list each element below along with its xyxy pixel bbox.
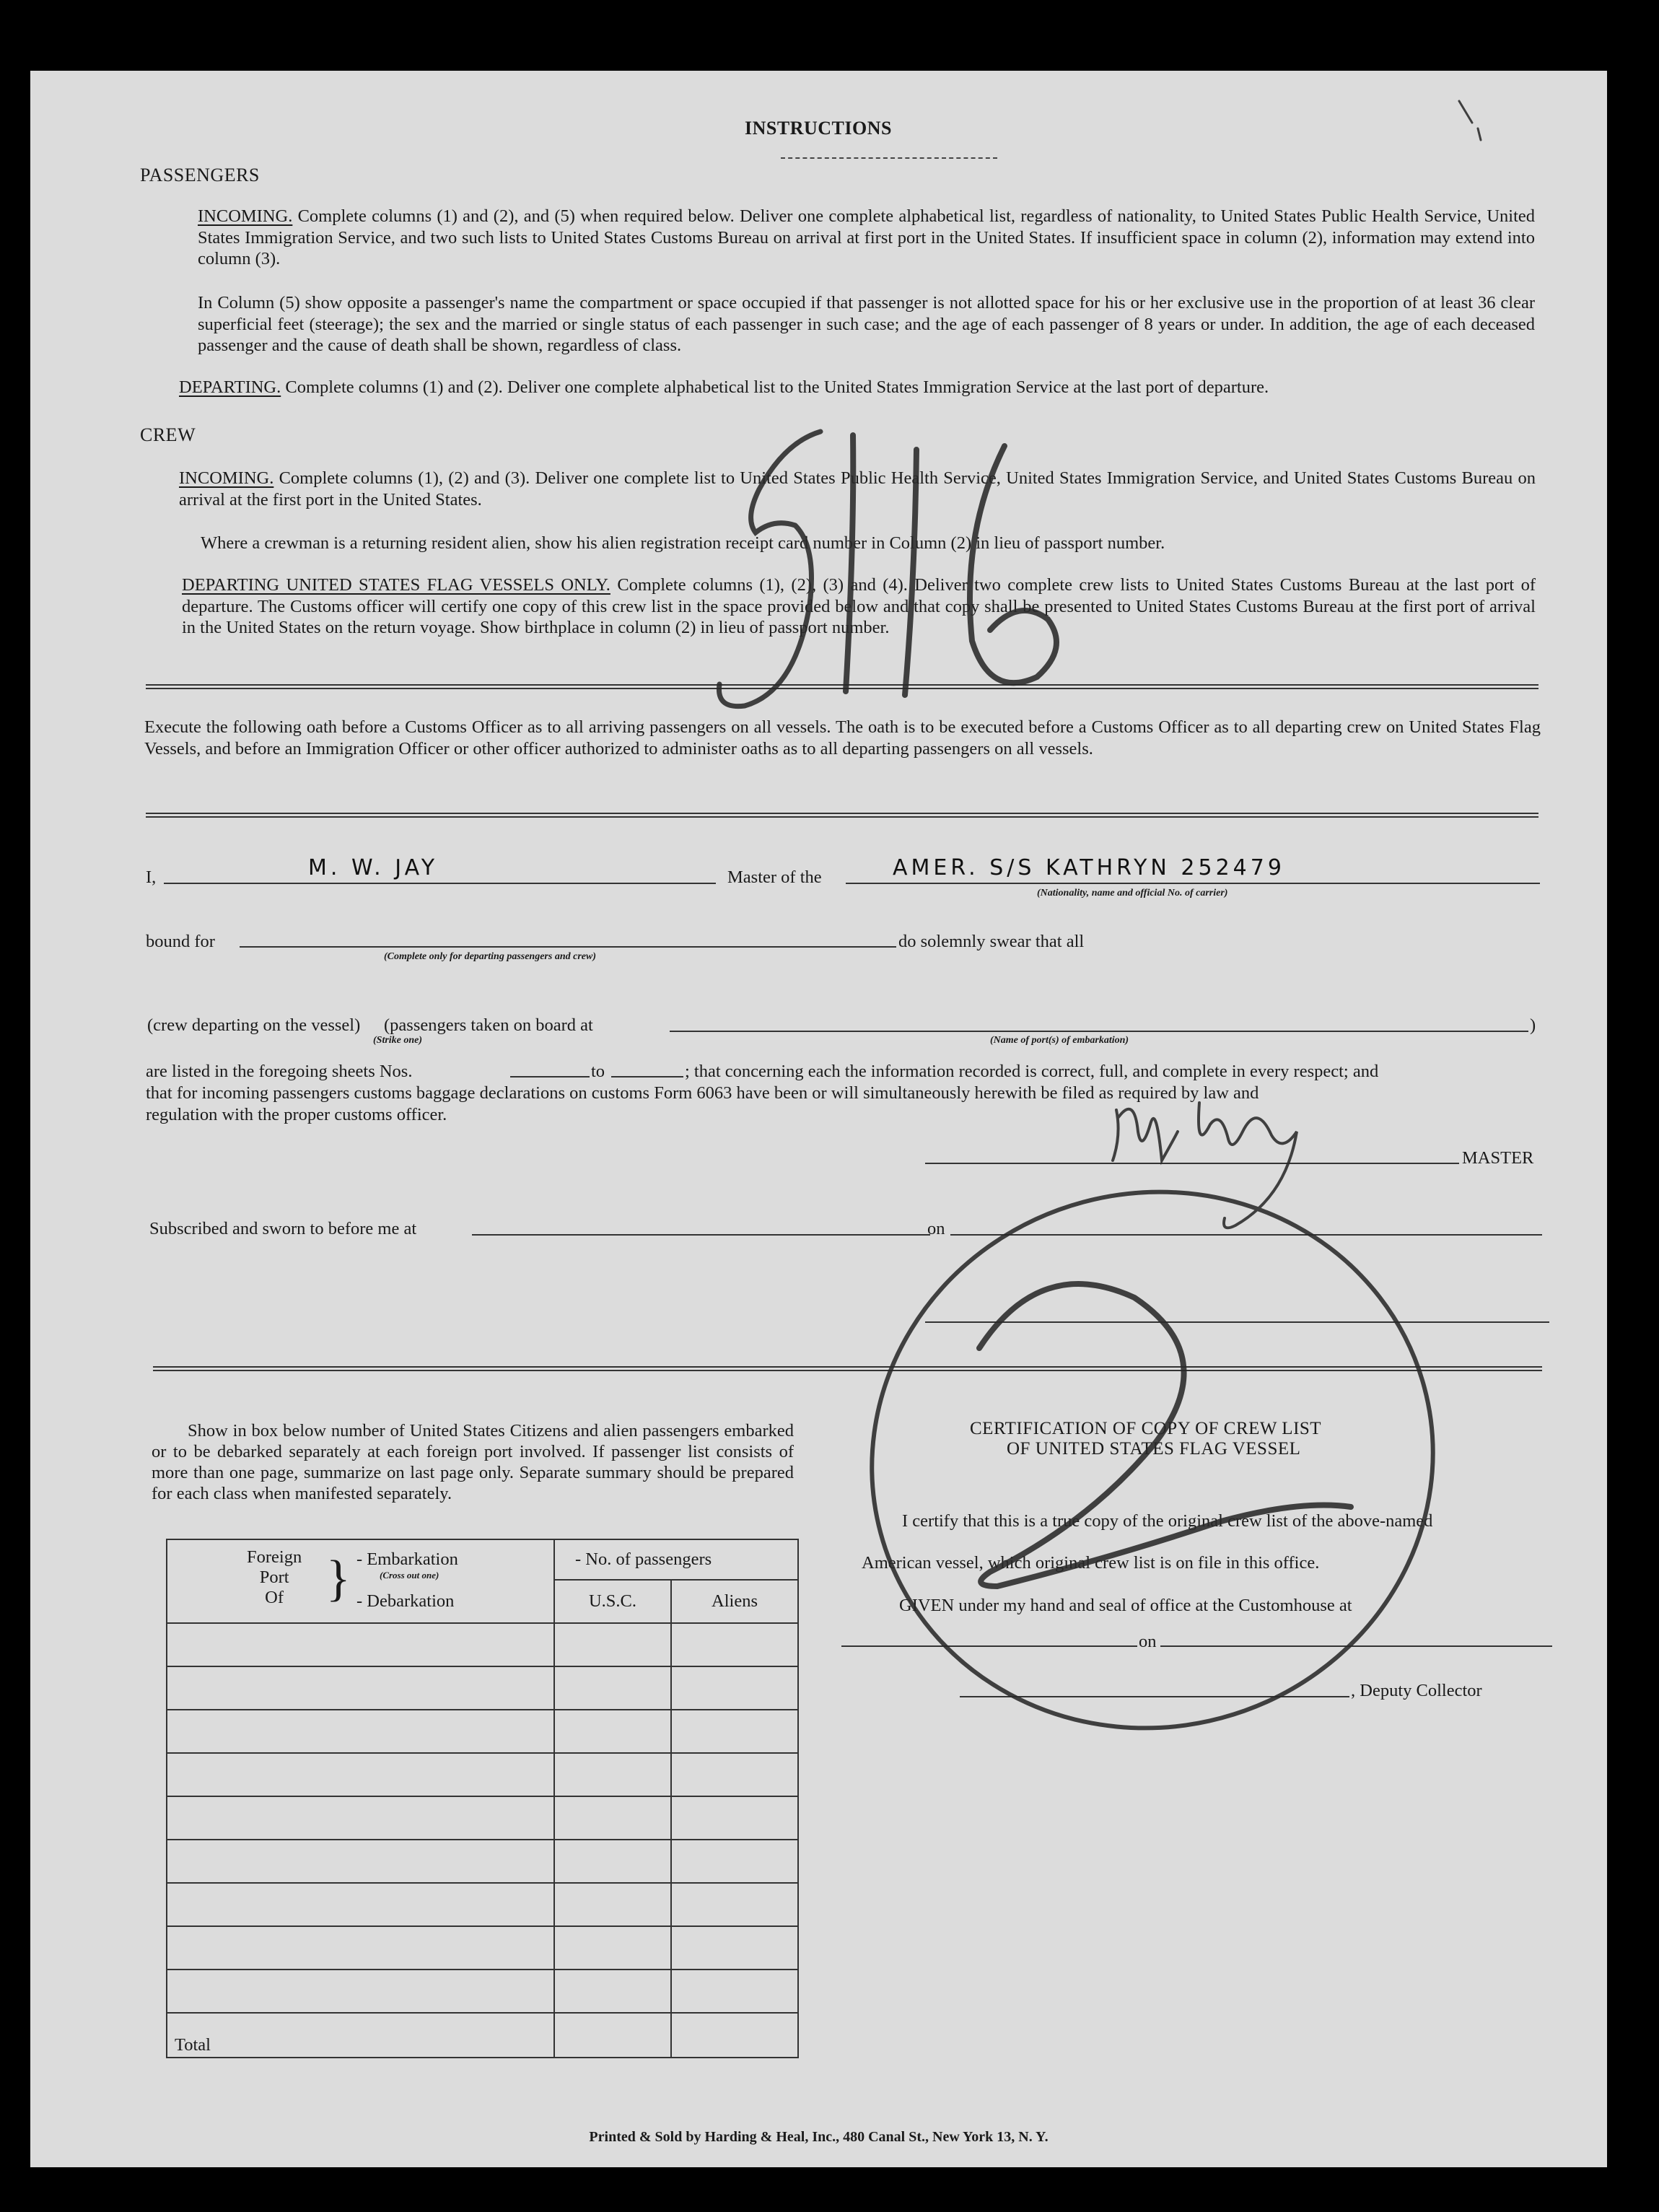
oath-instructions: Execute the following oath before a Customs Officer as to all arriving passengers on all vessels. The oath is to be executed before a Customs Officer as to all departing crew on United States Flag Vessels, and before an Immigration Officer or other officer authorized to administer oaths as to all departing passengers on all vessels.	[144, 717, 1541, 759]
deputy-collector-label: , Deputy Collector	[1351, 1681, 1482, 1700]
strike-caption: (Strike one)	[373, 1035, 423, 1046]
certification-line-3: GIVEN under my hand and seal of office at the Customhouse at	[899, 1596, 1352, 1615]
crew-incoming-text: Complete columns (1), (2) and (3). Deliver one complete list to United States Public Health Service, United States Immigration Service, and United States Customs Bureau on arrival at the first port in the United States.	[179, 468, 1536, 510]
listed-text-3: regulation with the proper customs officer.	[146, 1105, 447, 1124]
pencil-annotations	[30, 71, 1607, 2167]
passengers-option: (passengers taken on board at	[384, 1015, 593, 1035]
aliens-header: Aliens	[671, 1580, 798, 1623]
total-label: Total	[167, 2013, 554, 2058]
bound-for-caption: (Complete only for departing passengers and crew)	[384, 951, 596, 962]
document-title: INSTRUCTIONS	[745, 118, 892, 139]
circle-stroke	[812, 1129, 1494, 1791]
debarkation-label: - Debarkation	[356, 1591, 455, 1611]
number-2-stroke	[979, 1284, 1351, 1586]
column5-paragraph: In Column (5) show opposite a passenger's name the compartment or space occupied if that passenger is not allotted space for his or her exclusive use in the proportion of at least 36 clear superficial feet (steerage); the sex and the married or single status of each passenger in such case; and the age of each passenger of 8 years or under. In addition, the age of each deceased passenger and the cause of death shall be shown, regardless of class.	[198, 293, 1535, 355]
subscribed-on-label: on	[927, 1219, 945, 1238]
crewman-paragraph: Where a crewman is a returning resident alien, show his alien registration receipt card number in Column (2) in lieu of passport number.	[201, 533, 1165, 553]
listed-text-2: that for incoming passengers customs baggage declarations on customs Form 6063 have been or will simultaneously herewith be filed as required by law and	[146, 1083, 1259, 1103]
passengers-incoming-text: Complete columns (1) and (2), and (5) when required below. Deliver one complete alphabetical list, regardless of nationality, to United States Public Health Service, United States Immigration Service, and two such lists to United States Customs Bureau on arrival at first port in the United States. If insufficient space in column (2), information may extend into column (3).	[198, 206, 1535, 268]
swear-label: do solemnly swear that all	[898, 932, 1085, 951]
passengers-departing-label: DEPARTING.	[179, 377, 281, 397]
crew-departing-option: (crew departing on the vessel)	[147, 1015, 361, 1035]
certification-title-1: CERTIFICATION OF COPY OF CREW LIST	[970, 1419, 1322, 1438]
passengers-incoming-label: INCOMING.	[198, 206, 293, 226]
subscribed-label: Subscribed and sworn to before me at	[149, 1219, 417, 1238]
master-name: M. W. JAY	[308, 855, 439, 880]
corner-tick	[1459, 101, 1481, 140]
listed-label: are listed in the foregoing sheets Nos.	[146, 1062, 413, 1081]
port-label: Port	[259, 1568, 289, 1587]
listed-rest: ; that concerning each the information recorded is correct, full, and complete in every respect; and	[685, 1062, 1379, 1081]
foreign-label: Foreign	[247, 1547, 302, 1567]
crew-departing-text: Complete columns (1), (2), (3) and (4). Deliver two complete crew lists to United States Customs Bureau at the last port of departure. The Customs officer will certify one copy of this crew list in the space provided below and that copy shall be presented to United States Customs Bureau at the first port of arrival in the United States on the return voyage. Show birthplace in column (2) in lieu of passport number.	[182, 575, 1536, 637]
passengers-departing-text: Complete columns (1) and (2). Deliver one complete alphabetical list to the United States Immigration Service at the last port of departure.	[285, 377, 1269, 397]
of-label: Of	[265, 1588, 284, 1607]
close-paren: )	[1530, 1015, 1536, 1035]
usc-header: U.S.C.	[554, 1580, 671, 1623]
number-6-stroke	[970, 446, 1056, 683]
printer-footer: Printed & Sold by Harding & Heal, Inc., 480 Canal St., New York 13, N. Y.	[589, 2129, 1049, 2145]
passengers-heading: PASSENGERS	[140, 165, 260, 185]
document-page	[30, 71, 1607, 2167]
vessel-caption: (Nationality, name and official No. of carrier)	[1037, 888, 1228, 899]
signature-stroke	[1113, 1103, 1297, 1228]
oath-i-label: I,	[146, 867, 157, 887]
brace-symbol: }	[326, 1551, 351, 1606]
bound-for-label: bound for	[146, 932, 215, 951]
embarkation-label: - Embarkation	[356, 1549, 458, 1569]
number-1-stroke-b	[905, 450, 916, 695]
crew-incoming-label: INCOMING.	[179, 468, 274, 488]
certification-line-2: American vessel, which original crew list is on file in this office.	[862, 1553, 1320, 1573]
master-of-label: Master of the	[727, 867, 822, 887]
certification-title-2: OF UNITED STATES FLAG VESSEL	[1007, 1439, 1301, 1459]
port-caption: (Name of port(s) of embarkation)	[990, 1035, 1129, 1046]
certification-line-1: I certify that this is a true copy of the original crew list of the above-named	[902, 1511, 1433, 1531]
crew-heading: CREW	[140, 424, 196, 445]
summary-instructions: Show in box below number of United States Citizens and alien passengers embarked or to be debarked separately at each foreign port involved. If passenger list consists of more than one page, summarize on last page only. Separate summary should be prepared for each class when manifested separately.	[152, 1421, 794, 1503]
number-1-stroke-a	[846, 435, 853, 691]
master-label: MASTER	[1462, 1148, 1534, 1168]
cross-out-caption: (Cross out one)	[380, 1570, 439, 1581]
vessel-name: AMER. S/S KATHRYN 252479	[893, 855, 1285, 880]
no-passengers-header: - No. of passengers	[554, 1539, 798, 1580]
number-5-stroke	[719, 432, 820, 707]
crew-departing-label: DEPARTING UNITED STATES FLAG VESSELS ONLY.	[182, 575, 610, 595]
to-label: to	[591, 1062, 605, 1081]
certification-on-label: on	[1139, 1632, 1157, 1651]
